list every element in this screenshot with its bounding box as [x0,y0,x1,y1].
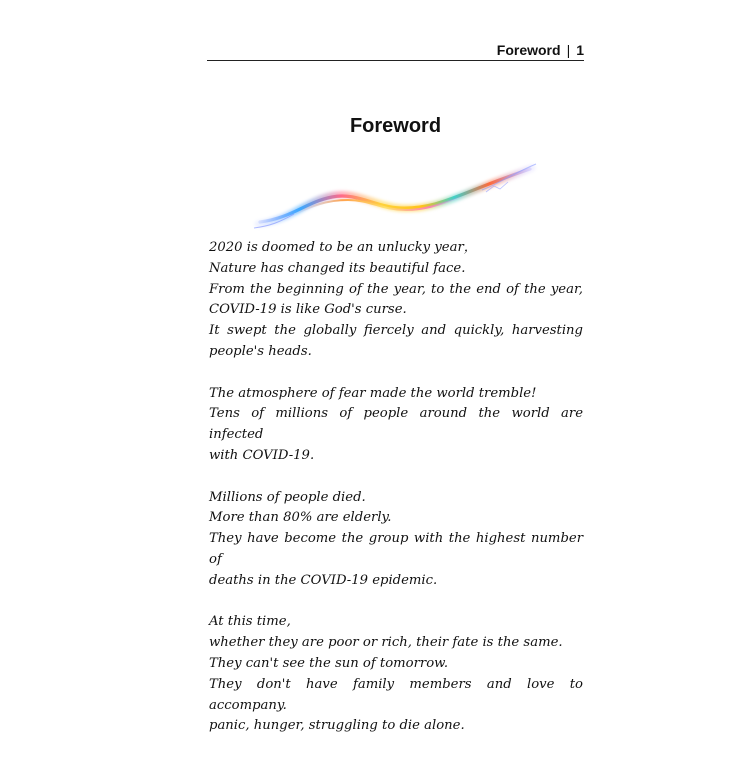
text-line: At this time, [209,614,291,630]
text-line: Nature has changed its beautiful face. [209,260,466,276]
text-line: Tens of millions of people around the world are infected [209,406,583,443]
text-line: whether they are poor or rich, their fate is the same. [209,635,563,651]
text-line: More than 80% are elderly. [209,510,392,526]
header-page-number: 1 [576,42,584,58]
text-line: It swept the globally fiercely and quickly, harvesting [209,323,583,339]
text-line: COVID-19 is like God's curse. [209,302,407,318]
stanza-3 [209,488,583,592]
text-line: From the beginning of the year, to the end of the year, [209,281,583,297]
text-line: people's heads. [209,343,312,359]
text-line: The atmosphere of fear made the world tremble! [209,385,537,401]
text-line: 2020 is doomed to be an unlucky year， [209,240,477,255]
text-line: with COVID-19. [209,447,315,463]
running-header [207,40,584,60]
brushstroke-main [260,169,530,222]
brushstroke-wisp-right [482,164,536,190]
text-line: They have become the group with the highest number of [209,531,583,567]
chapter-title: Foreword [349,115,442,137]
brushstroke-ornament-icon [250,162,540,234]
stanza-4 [209,612,583,737]
foreword-body [209,238,583,758]
brushstroke-glow [258,168,532,224]
stanza-1 [209,238,583,363]
text-line: deaths in the COVID-19 epidemic. [209,572,438,588]
header-separator: | [566,42,571,58]
text-line: They don't have family members and love to accompany. [209,676,583,713]
header-rule [207,60,584,61]
text-line: panic, hunger, struggling to die alone. [209,718,465,734]
stanza-2 [209,384,583,467]
header-section-title: Foreword [496,42,561,58]
text-line: They can't see the sun of tomorrow. [209,655,449,671]
text-line: Millions of people died. [209,489,366,505]
